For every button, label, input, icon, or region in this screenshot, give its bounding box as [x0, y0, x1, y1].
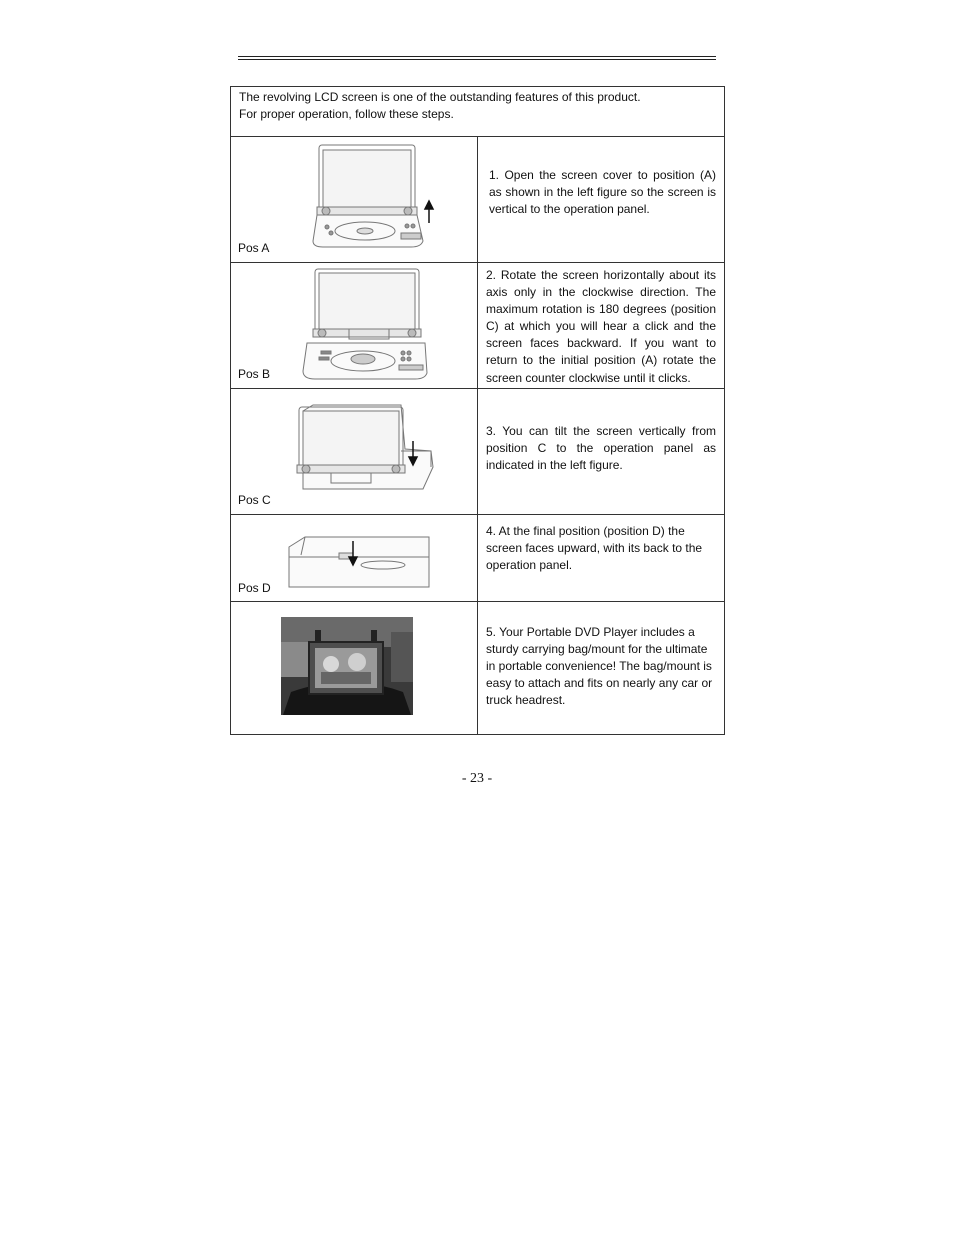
step-row: [231, 389, 725, 515]
figure-cell: [231, 389, 478, 515]
figure-cell: [231, 137, 478, 263]
step-row: [231, 602, 725, 735]
intro-line-2: For proper operation, follow these steps.: [239, 107, 454, 121]
step-text: 3. You can tilt the screen vertically from position C to the operation panel as indicated in the left figure.: [486, 424, 716, 473]
figure-cell: [231, 602, 478, 735]
intro-row: [231, 87, 725, 137]
step-text-cell: [478, 137, 725, 263]
figure-cell: [231, 515, 478, 602]
step-row: [231, 515, 725, 602]
step-text-cell: [478, 515, 725, 602]
step-text-cell: [478, 389, 725, 515]
position-label: Pos A: [238, 241, 270, 255]
step-row: [231, 263, 725, 389]
step-text-cell: [478, 263, 725, 389]
headrest-mount-photo: [231, 602, 451, 735]
step-text: 5. Your Portable DVD Player includes a sturdy carrying bag/mount for the ultimate in portable convenience! The bag/mount is easy to attach and fits on nearly any car or truck headrest.: [486, 625, 713, 708]
intro-line-1: The revolving LCD screen is one of the outstanding features of this product.: [239, 90, 641, 104]
header-rule: [238, 56, 716, 57]
step-text: 2. Rotate the screen horizontally about its axis only in the clockwise direction. The maximum rotation is 180 degrees (position C) at which you will hear a click and the screen faces backward. If you want to return to the initial position (A) rotate the screen counter clockwise until it clicks.: [486, 268, 716, 385]
position-label: Pos D: [238, 581, 271, 595]
step-text: 1. Open the screen cover to position (A) as shown in the left figure so the screen is vertical to the operation panel.: [489, 168, 716, 217]
intro-cell: [231, 87, 725, 137]
instruction-table: [230, 86, 725, 735]
position-label: Pos C: [238, 493, 271, 507]
page-number: - 23 -: [461, 771, 493, 786]
step-row: [231, 137, 725, 263]
figure-cell: [231, 263, 478, 389]
step-text-cell: [478, 602, 725, 735]
position-label: Pos B: [238, 367, 271, 381]
header-rule-secondary: [238, 59, 716, 60]
step-text: 4. At the final position (position D) the screen faces upward, with its back to the operation panel.: [486, 524, 703, 573]
